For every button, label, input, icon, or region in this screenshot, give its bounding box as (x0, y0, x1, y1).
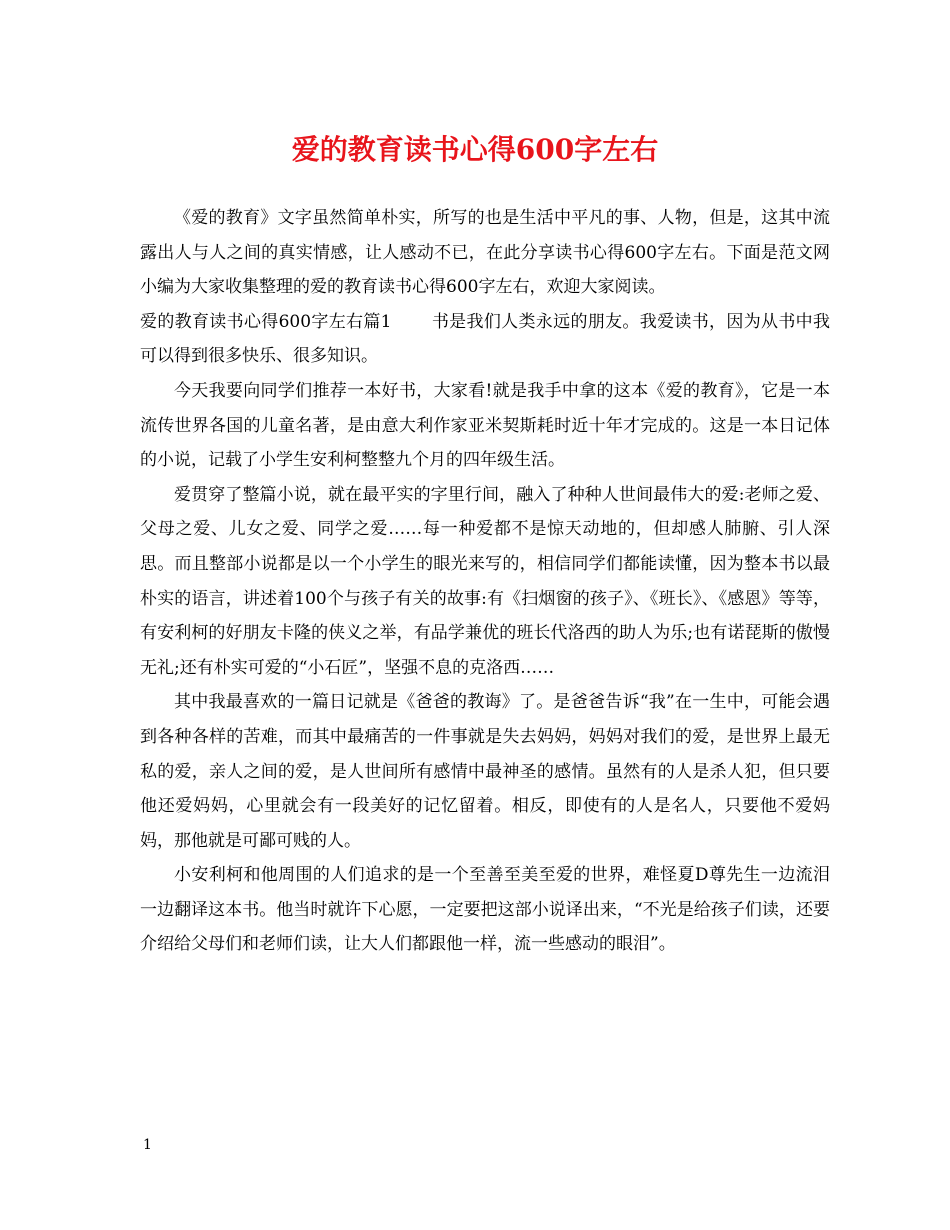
section-paragraph (140, 305, 830, 374)
section-first-text: 书是我们人类永远的朋友。我爱读书，因为从书中我可以得到很多快乐、很多知识。 (140, 311, 831, 367)
intro-paragraph: 《爱的教育》文字虽然简单朴实，所写的也是生活中平凡的事、人物，但是，这其中流露出人与人之间的真实情感，让人感动不已，在此分享读书心得600字左右。下面是范文网小编为大家收集整理的爱的教育读书心得600字左右，欢迎大家阅读。 (140, 208, 830, 298)
body-paragraph-4: 小安利柯和他周围的人们追求的是一个至善至美至爱的世界，难怪夏D尊先生一边流泪一边翻译这本书。他当时就许下心愿，一定要把这部小说译出来，“不光是给孩子们读，还要介绍给父母们和老师们读，让大人们都跟他一样，流一些感动的眼泪”。 (140, 865, 830, 955)
page-title: 爱的教育读书心得600字左右 (291, 133, 659, 166)
page-number: 1 (143, 1137, 152, 1153)
section-heading: 爱的教育读书心得600字左右篇1 (140, 311, 392, 332)
body-paragraph-1: 今天我要向同学们推荐一本好书，大家看!就是我手中拿的这本《爱的教育》，它是一本流传世界各国的儿童名著，是由意大利作家亚米契斯耗时近十年才完成的。这是一本日记体的小说，记载了小学生安利柯整整九个月的四年级生活。 (140, 380, 830, 471)
document-body (140, 201, 830, 962)
body-paragraph-2: 爱贯穿了整篇小说，就在最平实的字里行间，融入了种种人世间最伟大的爱:老师之爱、父母之爱、儿女之爱、同学之爱……每一种爱都不是惊天动地的，但却感人肺腑、引人深思。而且整部小说都是以一个小学生的眼光来写的，相信同学们都能读懂，因为整本书以最朴实的语言，讲述着100个与孩子有关的故事:有《扫烟窗的孩子》、《班长》、《感恩》等等，有安利柯的好朋友卡隆的侠义之举，有品学兼优的班长代洛西的助人为乐;也有诺琵斯的傲慢无礼;还有朴实可爱的“小石匠”，坚强不息的克洛西…… (140, 484, 830, 678)
body-paragraph-3: 其中我最喜欢的一篇日记就是《爸爸的教诲》了。是爸爸告诉“我”在一生中，可能会遇到各种各样的苦难，而其中最痛苦的一件事就是失去妈妈，妈妈对我们的爱，是世界上最无私的爱，亲人之间的爱，是人世间所有感情中最神圣的感情。虽然有的人是杀人犯，但只要他还爱妈妈，心里就会有一段美好的记忆留着。相反，即使有的人是名人，只要他不爱妈妈，那他就是可鄙可贱的人。 (140, 692, 830, 851)
